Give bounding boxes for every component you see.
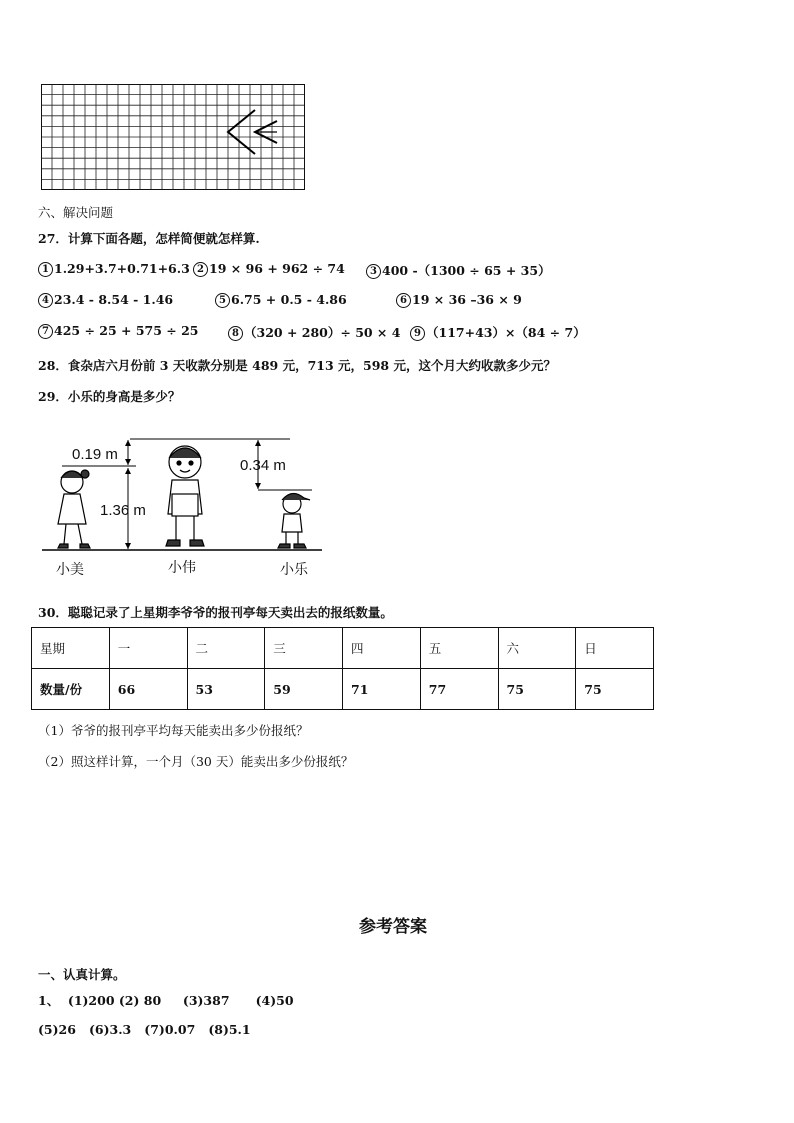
table-cell: 66 bbox=[109, 669, 187, 710]
q30-text: 30．聪聪记录了上星期李爷爷的报刊亭每天卖出去的报纸数量。 bbox=[38, 605, 393, 620]
table-header-row bbox=[32, 628, 654, 669]
q27-item-8 bbox=[228, 323, 400, 341]
girl-figure bbox=[58, 470, 90, 548]
q27-expr: 23.4 - 8.54 - 1.46 bbox=[54, 292, 174, 307]
answers-section1: 一、认真计算。 bbox=[38, 967, 126, 982]
height-figure bbox=[40, 432, 326, 578]
name-label-xiaowei: 小伟 bbox=[168, 560, 196, 576]
table-cell: 数量/份 bbox=[32, 669, 110, 710]
table-cell: 三 bbox=[265, 628, 343, 669]
q30-sub1: （1）爷爷的报刊亭平均每天能卖出多少份报纸？ bbox=[38, 723, 309, 738]
table-cell: 五 bbox=[420, 628, 498, 669]
q27-expr: 19 × 96 + 962 ÷ 74 bbox=[209, 261, 345, 276]
q27-item-3 bbox=[366, 261, 551, 279]
measure-label-136: 1.36 m bbox=[100, 502, 146, 519]
q27-expr: 400 -（1300 ÷ 65 + 35） bbox=[382, 263, 551, 278]
q27-item-6 bbox=[396, 292, 522, 308]
table-row bbox=[32, 669, 654, 710]
measure-label-034: 0.34 m bbox=[240, 457, 286, 474]
tall-boy-figure bbox=[166, 446, 204, 546]
answers-line2: (5)26 (6)3.3 (7)0.07 (8)5.1 bbox=[38, 1022, 251, 1037]
table-cell: 53 bbox=[187, 669, 265, 710]
table-cell: 二 bbox=[187, 628, 265, 669]
q27-item-4 bbox=[38, 292, 173, 308]
q29-text: 29．小乐的身高是多少？ bbox=[38, 389, 181, 404]
circled-number: 1 bbox=[38, 262, 53, 277]
newspaper-sales-table bbox=[31, 627, 654, 710]
q27-expr: 425 ÷ 25 + 575 ÷ 25 bbox=[54, 323, 199, 338]
table-cell: 75 bbox=[498, 669, 576, 710]
q27-item-5 bbox=[215, 292, 347, 308]
small-boy-figure bbox=[278, 493, 310, 548]
q27-expr: （320 + 280）÷ 50 × 4 bbox=[244, 325, 401, 340]
circled-number: 5 bbox=[215, 293, 230, 308]
q27-expr: 1.29+3.7+0.71+6.3 bbox=[54, 261, 190, 276]
table-cell: 六 bbox=[498, 628, 576, 669]
q27-item-2 bbox=[193, 261, 345, 277]
circled-number: 2 bbox=[193, 262, 208, 277]
section6-heading: 六、解决问题 bbox=[38, 205, 114, 220]
grid-figure bbox=[41, 84, 305, 190]
table-cell: 一 bbox=[109, 628, 187, 669]
grid-arrow-shape bbox=[41, 84, 305, 190]
q28-text: 28．食杂店六月份前 3 天收款分别是 489 元，713 元，598 元，这个月大约收款多少元？ bbox=[38, 358, 556, 373]
name-label-xiaomei: 小美 bbox=[56, 562, 84, 578]
q27-prompt: 27．计算下面各题，怎样简便就怎样算. bbox=[38, 231, 260, 246]
table-cell: 75 bbox=[576, 669, 654, 710]
q27-item-1 bbox=[38, 261, 190, 277]
table-cell: 59 bbox=[265, 669, 343, 710]
q30-sub2: （2）照这样计算，一个月（30 天）能卖出多少份报纸？ bbox=[38, 754, 354, 769]
table-cell: 日 bbox=[576, 628, 654, 669]
circled-number: 6 bbox=[396, 293, 411, 308]
circled-number: 9 bbox=[410, 326, 425, 341]
q27-item-7 bbox=[38, 323, 199, 339]
q27-expr: （117+43）×（84 ÷ 7） bbox=[426, 325, 586, 340]
table-cell: 71 bbox=[343, 669, 421, 710]
answers-title: 参考答案 bbox=[359, 917, 427, 937]
table-cell: 四 bbox=[343, 628, 421, 669]
q27-expr: 6.75 + 0.5 - 4.86 bbox=[231, 292, 347, 307]
q27-expr: 19 × 36 –36 × 9 bbox=[412, 292, 522, 307]
circled-number: 8 bbox=[228, 326, 243, 341]
circled-number: 4 bbox=[38, 293, 53, 308]
circled-number: 7 bbox=[38, 324, 53, 339]
measure-label-019: 0.19 m bbox=[72, 446, 118, 463]
name-label-xiaole: 小乐 bbox=[280, 562, 308, 578]
circled-number: 3 bbox=[366, 264, 381, 279]
q27-item-9 bbox=[410, 323, 586, 341]
table-cell: 星期 bbox=[32, 628, 110, 669]
answers-line1: 1、 (1)200 (2) 80 (3)387 (4)50 bbox=[38, 993, 294, 1008]
table-cell: 77 bbox=[420, 669, 498, 710]
